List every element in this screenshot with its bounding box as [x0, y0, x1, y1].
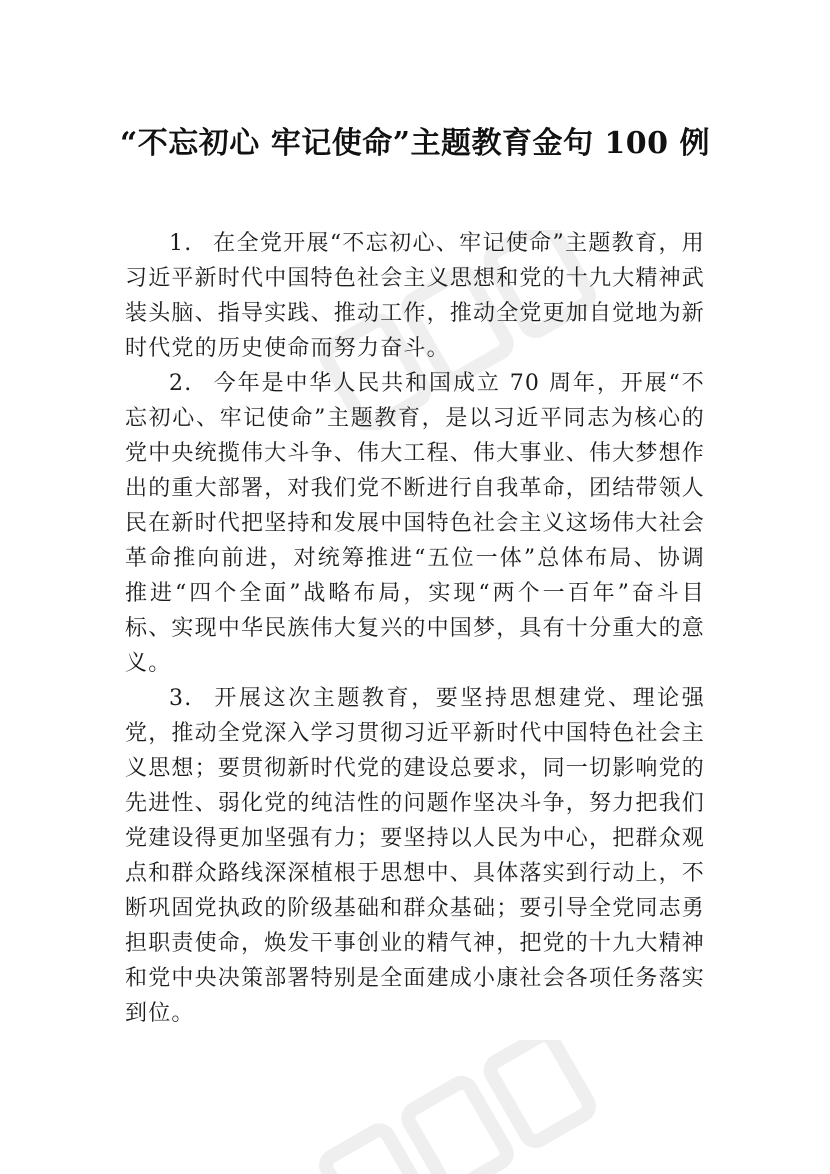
- paragraph-number: 3.: [169, 686, 193, 711]
- paragraph-number: 2.: [169, 371, 193, 396]
- paragraph-text: 在全党开展“不忘初心、牢记使命”主题教育，用习近平新时代中国特色社会主义思想和党的十九大精神武装头脑、指导实践、推动工作，推动全党更加自觉地为新时代党的历史使命而努力奋斗。: [125, 231, 706, 361]
- paragraph-number: 1.: [169, 231, 193, 256]
- paragraph-text: 今年是中华人民共和国成立 70 周年，开展“不忘初心、牢记使命”主题教育，是以习近平同志为核心的党中央统揽伟大斗争、伟大工程、伟大事业、伟大梦想作出的重大部署，对我们党不断进行自我革命，团结带领人民在新时代把坚持和发展中国特色社会主义这场伟大社会革命推向前进，对统筹推进“五位一体”总体布局、协调推进“四个全面”战略布局，实现“两个一百年”奋斗目标、实现中华民族伟大复兴的中国梦，具有十分重大的意义。: [125, 371, 706, 676]
- paragraph-item: [125, 226, 705, 366]
- document-body: [125, 226, 705, 1031]
- watermark-graphic-bottom: [300, 1040, 620, 1174]
- paragraph-text: 开展这次主题教育，要坚持思想建党、理论强党，推动全党深入学习贯彻习近平新时代中国特色社会主义思想；要贯彻新时代党的建设总要求，同一切影响党的先进性、弱化党的纯洁性的问题作坚决斗争，努力把我们党建设得更加坚强有力；要坚持以人民为中心，把群众观点和群众路线深深植根于思想中、具体落实到行动上，不断巩固党执政的阶级基础和群众基础；要引导全党同志勇担职责使命，焕发干事创业的精气神，把党的十九大精神和党中央决策部署特别是全面建成小康社会各项任务落实到位。: [125, 686, 706, 1026]
- page-title: “不忘初心 牢记使命”主题教育金句 100 例: [120, 126, 710, 161]
- paragraph-item: [125, 366, 705, 681]
- paragraph-item: [125, 681, 705, 1031]
